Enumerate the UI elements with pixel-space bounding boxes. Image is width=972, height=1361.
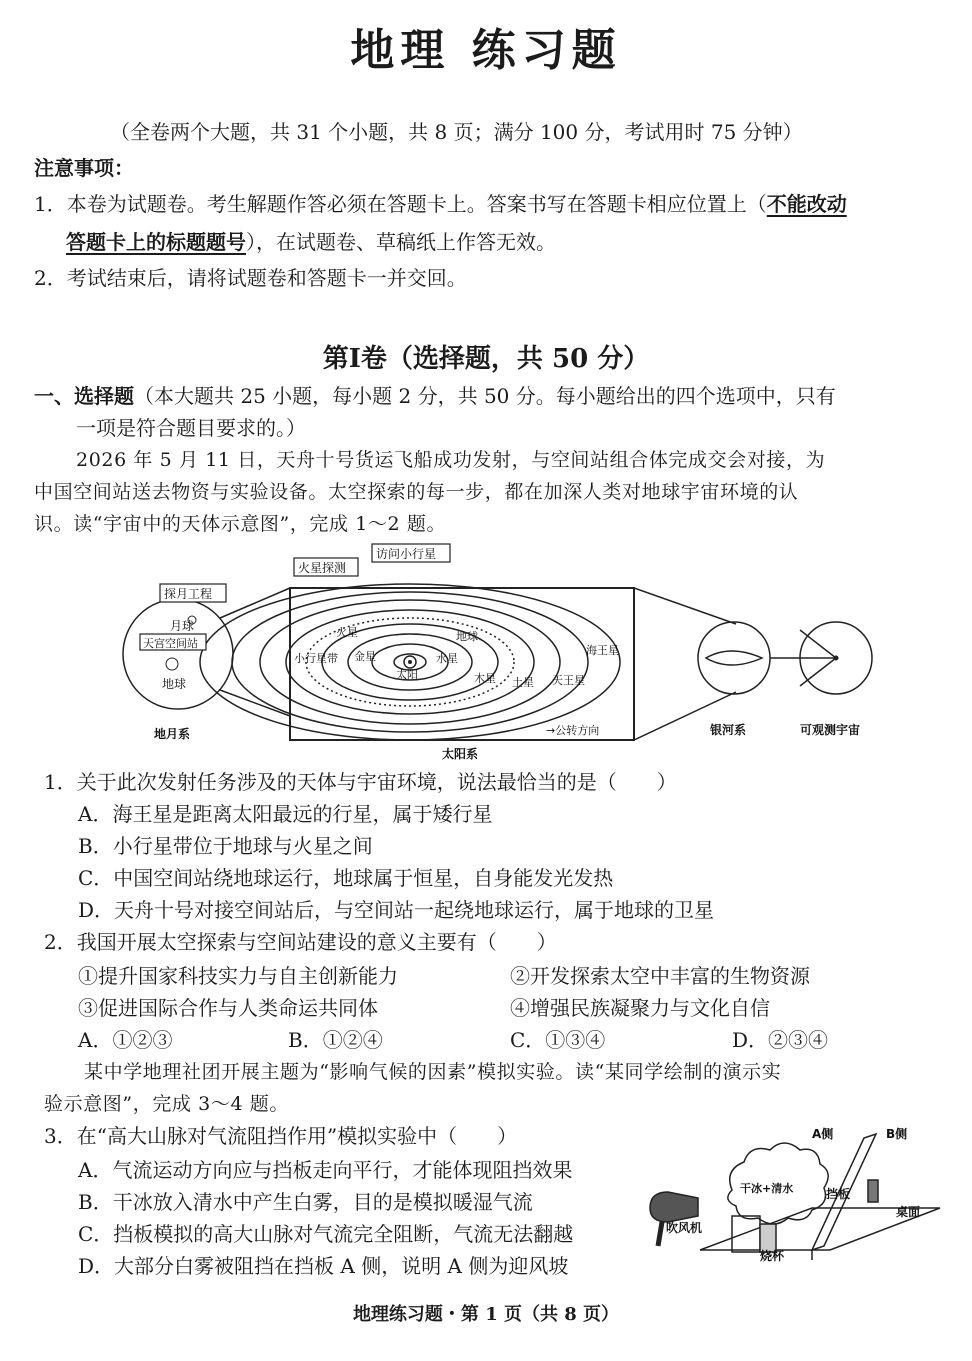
q1-option-c: C．中国空间站绕地球运行，地球属于恒星，自身能发光发热 — [78, 866, 614, 890]
label-mars-probe: 火星探测 — [298, 561, 347, 575]
material2-line1: 某中学地理社团开展主题为“影响气候的因素”模拟实验。读“某同学绘制的演示实 — [84, 1061, 782, 1083]
label-neptune: 海王星 — [586, 644, 619, 657]
page-footer: 地理练习题・第 1 页（共 8 页） — [352, 1304, 620, 1325]
label-space-station: 天宫空间站 — [143, 637, 198, 650]
experiment-diagram — [640, 1120, 950, 1280]
q2-option-d: D．②③④ — [732, 1028, 829, 1052]
label-beaker: 烧杯 — [760, 1249, 785, 1263]
material1-line1: 2026 年 5 月 11 日，天舟十号货运飞船成功发射，与空间站组合体完成交会对接，为 — [76, 449, 826, 471]
q2-statement-3: ③促进国际合作与人类命运共同体 — [78, 996, 378, 1020]
q2-statement-4: ④增强民族凝聚力与文化自信 — [510, 996, 770, 1020]
q2-option-b: B．①②④ — [288, 1028, 383, 1052]
q3-option-c: C．挡板模拟的高大山脉对气流完全阻断，气流无法翻越 — [78, 1222, 574, 1246]
label-dry-ice: 干冰+清水 — [740, 1182, 794, 1195]
section-heading-bold: 一、选择题 — [34, 384, 134, 408]
label-solar-system: 太阳系 — [442, 747, 479, 761]
notice-item-1-underline-2: 答题卡上的标题题号 — [66, 230, 246, 254]
label-sun: 太阳 — [396, 668, 418, 681]
universe-diagram — [110, 538, 900, 764]
label-jupiter: 木星 — [474, 672, 496, 685]
section-heading-rest: （本大题共 25 小题，每小题 2 分，共 50 分。每小题给出的四个选项中，只有 — [134, 384, 836, 408]
material1-line2: 中国空间站送去物资与实验设备。太空探索的每一步，都在加深人类对地球宇宙环境的认 — [34, 481, 799, 503]
q1-option-b: B．小行星带位于地球与火星之间 — [78, 834, 373, 858]
q2-option-a: A．①②③ — [78, 1028, 173, 1052]
label-earth: 地球 — [162, 677, 187, 691]
label-board: 挡板 — [826, 1187, 851, 1201]
label-mercury: 水星 — [436, 652, 458, 665]
q3-option-a: A．气流运动方向应与挡板走向平行，才能体现阻挡效果 — [78, 1158, 573, 1182]
label-b-side: B侧 — [886, 1127, 908, 1141]
label-earth-planet: 地球 — [456, 630, 478, 643]
q1-option-d: D．天舟十号对接空间站后，与空间站一起绕地球运行，属于地球的卫星 — [78, 898, 715, 922]
label-saturn: 土星 — [512, 676, 534, 689]
label-orbit-direction: →公转方向 — [546, 724, 600, 737]
label-dryer: 吹风机 — [666, 1221, 703, 1235]
notice-item-1-underline-1: 不能改动 — [766, 192, 847, 216]
q3-stem: 3．在“高大山脉对气流阻挡作用”模拟实验中（ ） — [44, 1124, 518, 1148]
q2-statement-1: ①提升国家科技实力与自主创新能力 — [78, 964, 398, 988]
label-earth-moon-system: 地月系 — [154, 727, 191, 741]
label-galaxy: 银河系 — [710, 723, 747, 737]
label-venus: 金星 — [354, 650, 376, 663]
galaxy-circle — [698, 622, 770, 694]
label-a-side: A侧 — [812, 1127, 834, 1141]
q3-option-d: D．大部分白雾被阻挡在挡板 A 侧，说明 A 侧为迎风坡 — [78, 1254, 569, 1278]
q1-stem: 1．关于此次发射任务涉及的天体与宇宙环境，说法最恰当的是（ ） — [44, 770, 677, 794]
page-title: 地理 练习题 — [350, 25, 622, 76]
label-observable-universe: 可观测宇宙 — [800, 723, 861, 737]
notice-item-2: 2．考试结束后，请将试题卷和答题卡一并交回。 — [34, 266, 467, 290]
q1-option-a: A．海王星是距离太阳最远的行星，属于矮行星 — [78, 802, 493, 826]
label-uranus: 天王星 — [552, 674, 585, 687]
notice-item-1 — [34, 188, 847, 220]
notice-item-1-text-b: ），在试题卷、草稿纸上作答无效。 — [246, 230, 556, 254]
notice-item-1-text-a: 1．本卷为试题卷。考生解题作答必须在答题卡上。答案书写在答题卡相应位置上（ — [34, 192, 767, 216]
section-title: 第Ⅰ卷（选择题，共 50 分） — [322, 344, 650, 374]
q3-option-b: B．干冰放入清水中产生白雾，目的是模拟暖湿气流 — [78, 1190, 533, 1214]
q2-stem: 2．我国开展太空探索与空间站建设的意义主要有（ ） — [44, 930, 557, 954]
material1-line3: 识。读“宇宙中的天体示意图”，完成 1～2 题。 — [34, 513, 447, 535]
section-heading-line2: 一项是符合题目要求的。） — [76, 416, 306, 440]
label-moon: 月球 — [170, 619, 195, 633]
section-heading — [34, 380, 836, 412]
label-mars-planet: 火星 — [336, 626, 358, 639]
label-moon-project: 探月工程 — [164, 587, 213, 601]
notice-heading: 注意事项： — [34, 156, 134, 180]
exam-info: （全卷两个大题，共 31 个小题，共 8 页；满分 100 分，考试用时 75 分钟） — [110, 120, 803, 144]
q2-option-c: C．①③④ — [510, 1028, 606, 1052]
material2-line2: 验示意图”，完成 3～4 题。 — [44, 1093, 289, 1115]
label-asteroid-belt: 小行星带 — [294, 652, 338, 665]
q2-statement-2: ②开发探索太空中丰富的生物资源 — [510, 964, 810, 988]
notice-item-1-cont — [66, 226, 556, 258]
label-asteroid-visit: 访问小行星 — [376, 547, 437, 561]
label-table: 桌面 — [896, 1205, 921, 1219]
